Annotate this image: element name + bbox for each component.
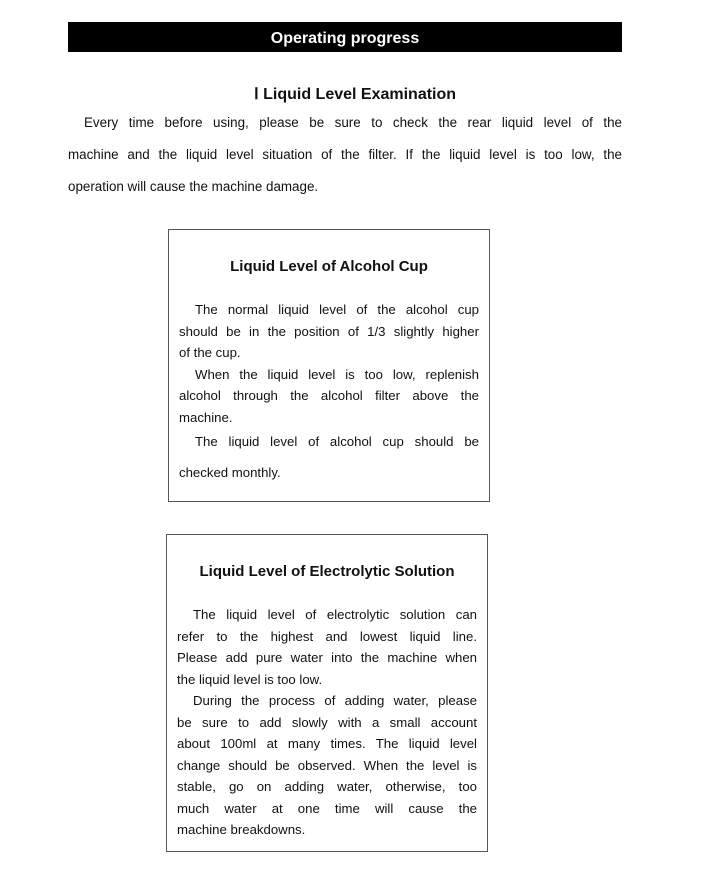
box-line: The normal liquid level of the alcohol cup — [195, 302, 479, 317]
electrolytic-solution-box — [166, 534, 488, 852]
box-line: checked monthly. — [179, 464, 281, 480]
box-line: The liquid level of alcohol cup should be — [195, 434, 479, 449]
box-line: the liquid level is too low. — [177, 671, 323, 687]
box-title: Liquid Level of Electrolytic Solution — [199, 563, 455, 580]
intro-line: machine and the liquid level situation of the filter. If the liquid level is too low, the — [68, 147, 622, 162]
intro-line: Every time before using, please be sure to check the rear liquid level of the — [84, 115, 622, 130]
box-line: change should be observed. When the level is — [177, 757, 477, 773]
alcohol-cup-box — [168, 229, 490, 502]
box-line: During the process of adding water, please — [193, 693, 477, 708]
box-line: machine. — [179, 409, 233, 425]
section-numeral: Ⅰ — [253, 86, 259, 103]
box-line: alcohol through the alcohol filter above the — [179, 388, 479, 403]
box-line: When the liquid level is too low, replenish — [195, 366, 479, 382]
box-line: refer to the highest and lowest liquid line. — [177, 628, 477, 644]
box-body — [179, 299, 479, 483]
box-line: machine breakdowns. — [177, 822, 306, 837]
section-title: Liquid Level Examination — [263, 86, 457, 103]
box-line: The liquid level of electrolytic solution can — [193, 607, 477, 622]
intro-paragraph — [68, 112, 622, 208]
header-title: Operating progress — [270, 30, 420, 47]
box-line: Please add pure water into the machine when — [177, 650, 477, 665]
section-heading — [0, 84, 710, 104]
box-line: about 100ml at many times. The liquid level — [177, 736, 477, 751]
intro-line: operation will cause the machine damage. — [68, 179, 319, 194]
box-line: much water at one time will cause the — [177, 800, 477, 816]
box-line: stable, go on adding water, otherwise, too — [177, 779, 477, 794]
box-line: of the cup. — [179, 345, 241, 360]
box-body — [177, 604, 477, 841]
box-title: Liquid Level of Alcohol Cup — [230, 258, 428, 275]
section-header-bar — [68, 22, 622, 52]
box-line: be sure to add slowly with a small account — [177, 714, 477, 730]
box-line: should be in the position of 1/3 slightly higher — [179, 323, 479, 339]
